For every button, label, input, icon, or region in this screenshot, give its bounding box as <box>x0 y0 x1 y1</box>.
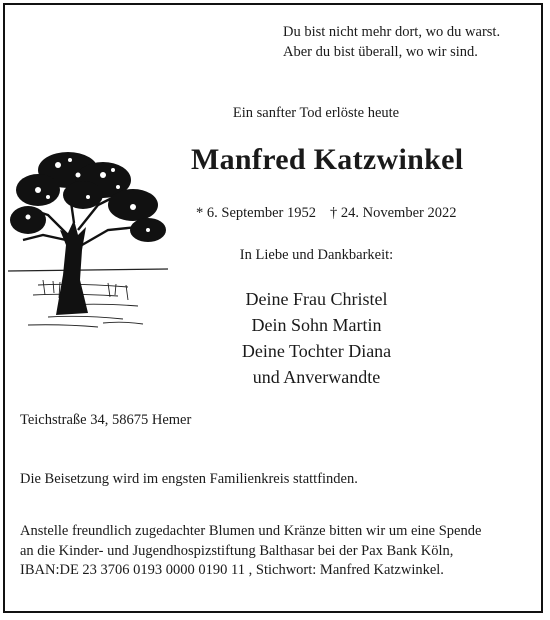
birth-date: * 6. September 1952 <box>196 205 317 221</box>
donation-line-1: Anstelle freundlich zugedachter Blumen und Kränze bitten wir um eine Spende <box>20 523 482 539</box>
quote-line-1: Du bist nicht mehr dort, wo du warst. <box>283 24 501 40</box>
donation-notice <box>20 522 481 581</box>
mourners-list <box>0 286 550 390</box>
life-dates <box>196 205 456 222</box>
thanks-line: In Liebe und Dankbarkeit: <box>239 247 394 263</box>
mourner-item: Deine Tochter Diana <box>241 341 392 361</box>
epigraph-quote <box>283 22 500 62</box>
mourner-item: Dein Sohn Martin <box>251 315 382 335</box>
address: Teichstraße 34, 58675 Hemer <box>20 412 192 428</box>
deceased-name: Manfred Katzwinkel <box>191 143 464 176</box>
death-date: † 24. November 2022 <box>330 205 457 221</box>
donation-line-2: an die Kinder- und Jugendhospizstiftung Balthasar bei der Pax Bank Köln, <box>20 542 454 559</box>
intro-line: Ein sanfter Tod erlöste heute <box>232 105 400 121</box>
mourner-item: Deine Frau Christel <box>245 289 388 309</box>
mourner-item: und Anverwandte <box>252 367 381 387</box>
burial-notice: Die Beisetzung wird im engsten Familienkreis stattfinden. <box>20 471 358 487</box>
donation-line-3: IBAN:DE 23 3706 0193 0000 0190 11 , Stichwort: Manfred Katzwinkel. <box>20 562 444 578</box>
quote-line-2: Aber du bist überall, wo wir sind. <box>283 44 478 60</box>
